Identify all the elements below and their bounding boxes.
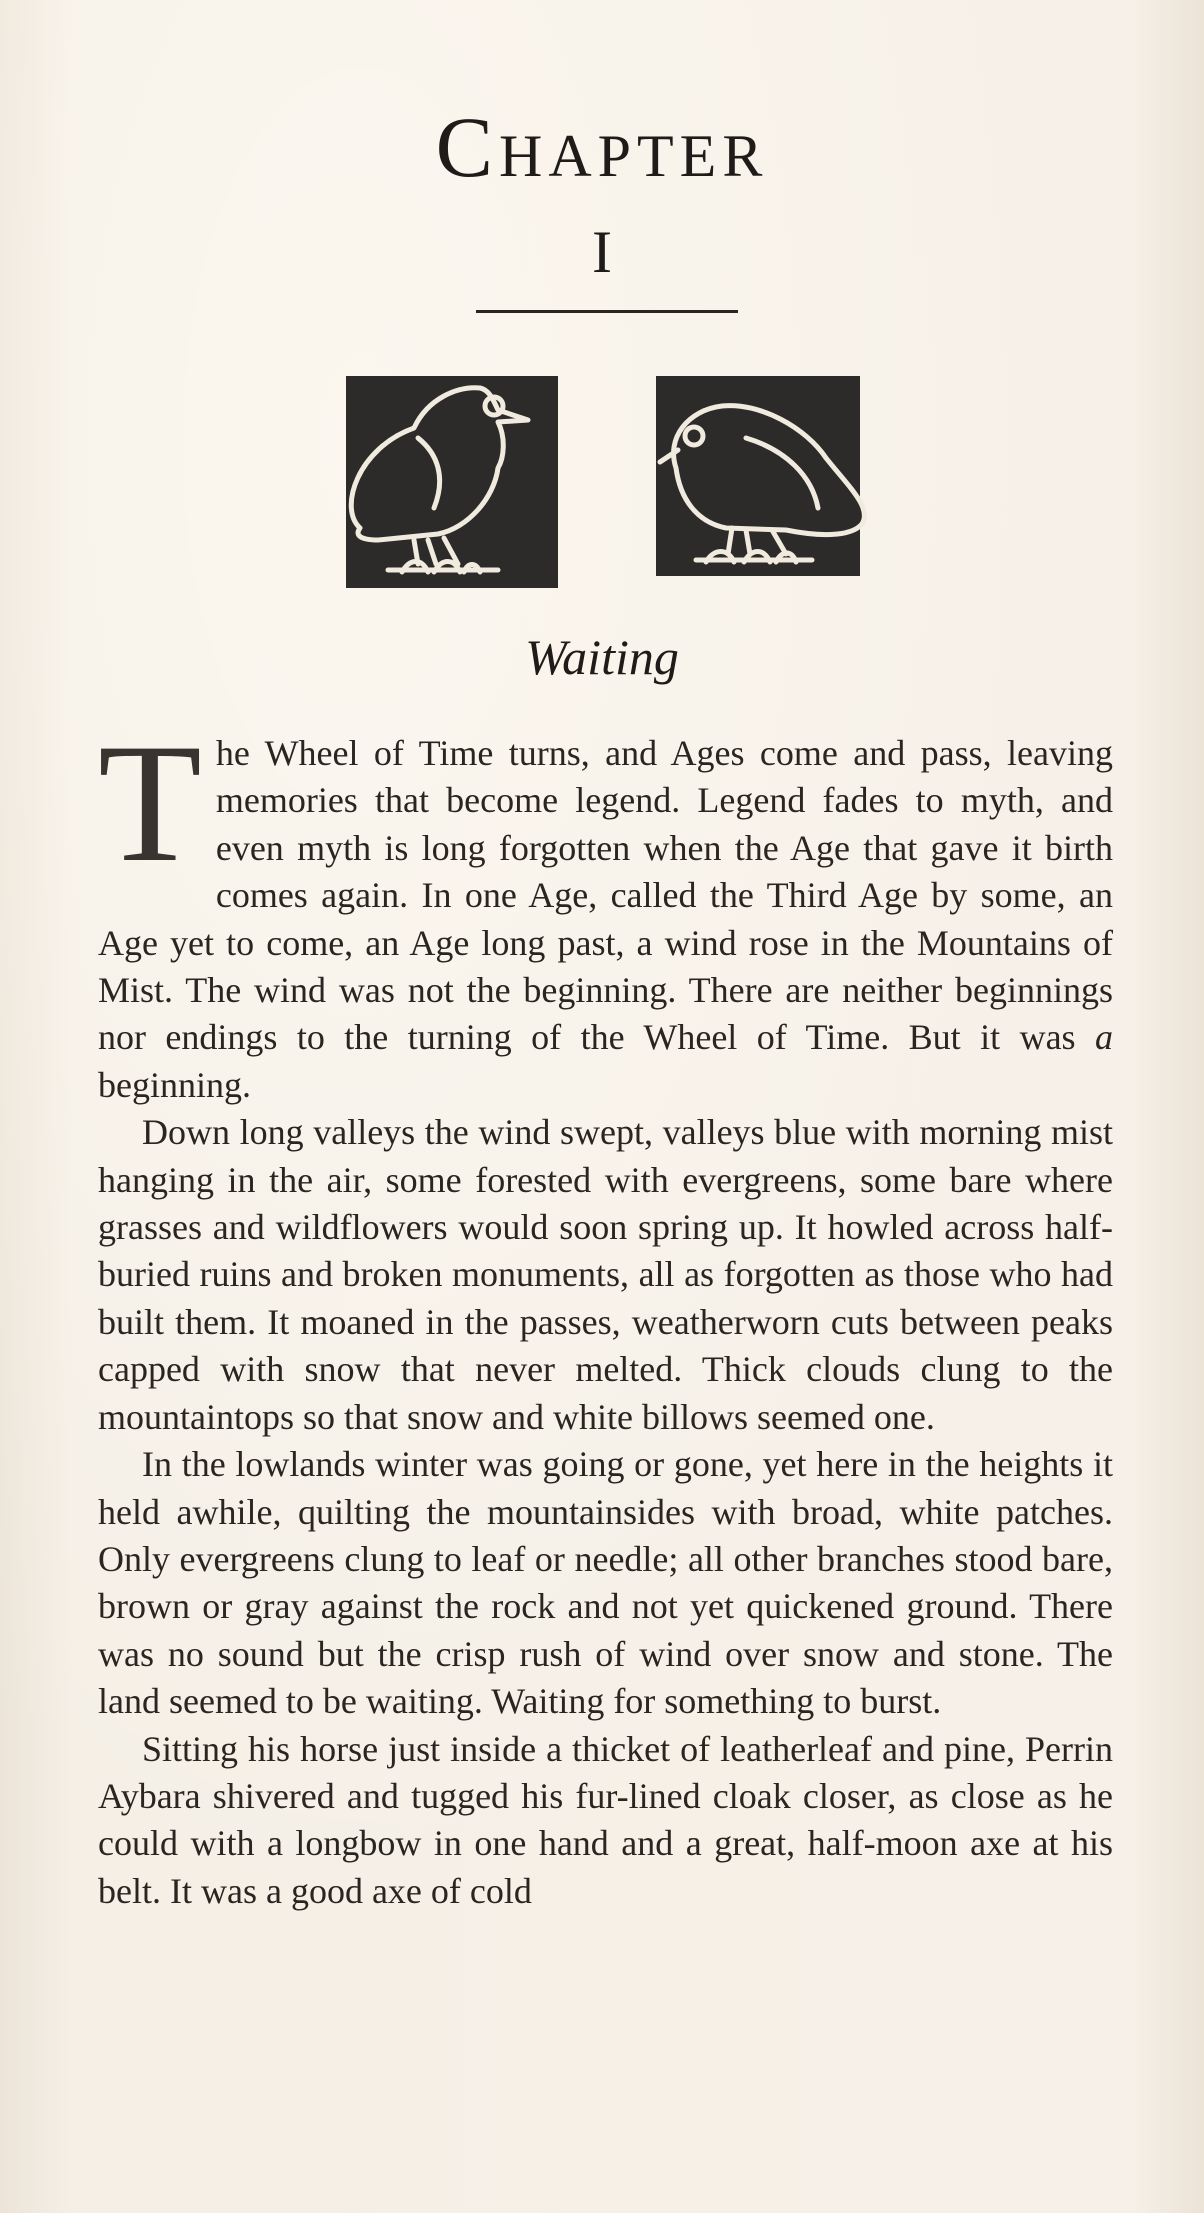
paragraph: Sitting his horse just inside a thicket of leatherleaf and pine, Perrin Aybara shivered and tugged his fur-lined cloak closer, as close as he could with a longbow in one hand and a great, half-moon axe at his belt. It was a good axe of cold (98, 1728, 1113, 1911)
paragraph-text-end: beginning. (98, 1064, 251, 1105)
raven-facing-left-icon (636, 358, 892, 590)
chapter-subtitle: Waiting (525, 629, 679, 685)
drop-cap: T (98, 709, 202, 897)
paragraph-text: he Wheel of Time turns, and Ages come and pass, leaving memories that become legend. Legend fades to myth, and even myth is long forgotten when the Age that gave it birth comes again. In one Age, called the Third Age by some, an Age yet to come, an Age long past, a wind rose in the Mountains of Mist. The wind was not the beginning. There are neither beginnings nor endings to the turning of the Wheel of Time. But it was (98, 733, 1113, 1058)
paragraph: In the lowlands winter was going or gone, yet here in the heights it held awhile, quilting the mountainsides with broad, white patches. Only evergreens clung to leaf or needle; all other branches stood bare, brown or gray against the rock and not yet quickened ground. There was no sound but the crisp rush of wind over snow and stone. The land seemed to be waiting. Waiting for something to burst. (98, 1444, 1113, 1722)
raven-facing-right-icon (318, 358, 566, 598)
chapter-body (98, 709, 1113, 1915)
emphasis-text: a (1095, 1017, 1113, 1058)
chapter-heading: Chapter (435, 99, 769, 195)
paragraph (98, 709, 1113, 1109)
title-divider (476, 310, 738, 313)
chapter-number: I (592, 219, 612, 285)
paragraph: Down long valleys the wind swept, valleys blue with morning mist hanging in the air, some forested with evergreens, some bare where grasses and wildflowers would soon spring up. It howled across half-buried ruins and broken monuments, all as forgotten as those who had built them. It moaned in the passes, weatherworn cuts between peaks capped with snow that never melted. Thick clouds clung to the mountaintops so that snow and white billows seemed one. (98, 1112, 1113, 1437)
